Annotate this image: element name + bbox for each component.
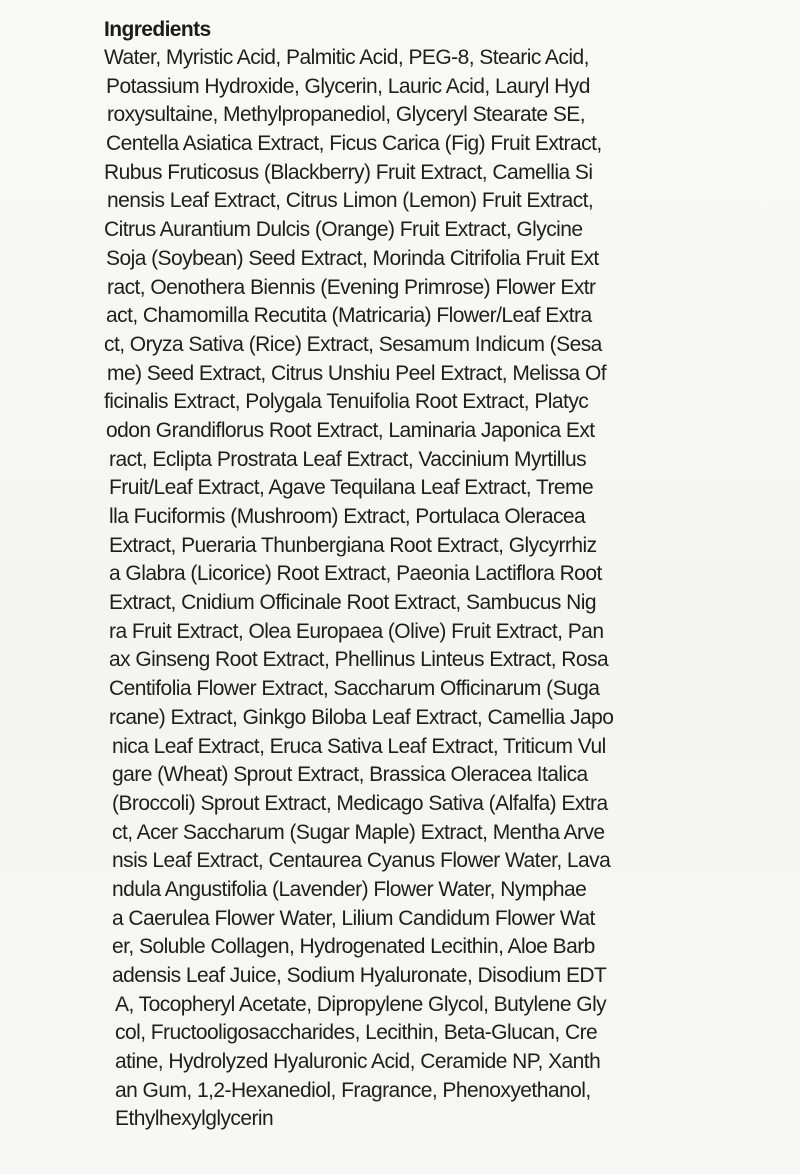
ingredient-line: atine, Hydrolyzed Hyaluronic Acid, Ceramide NP, Xanth (115, 1050, 601, 1074)
ingredient-line: (Broccoli) Sprout Extract, Medicago Sativa (Alfalfa) Extra (112, 791, 608, 815)
ingredient-line: an Gum, 1,2-Hexanediol, Fragrance, Phenoxyethanol, (115, 1078, 591, 1102)
ingredient-line: Citrus Aurantium Dulcis (Orange) Fruit Extract, Glycine (104, 218, 583, 242)
ingredient-line: Extract, Cnidium Officinale Root Extract, Sambucus Nig (109, 591, 596, 615)
ingredient-line: a Glabra (Licorice) Root Extract, Paeonia Lactiflora Root (109, 562, 602, 586)
ingredient-line: lla Fuciformis (Mushroom) Extract, Portulaca Oleracea (109, 505, 586, 528)
ingredient-line: Centella Asiatica Extract, Ficus Carica (Fig) Fruit Extract, (106, 132, 602, 156)
ingredient-line: A, Tocopheryl Acetate, Dipropylene Glycol, Butylene Gly (115, 992, 607, 1016)
ingredient-line: odon Grandiflorus Root Extract, Laminaria Japonica Ext (106, 418, 595, 442)
ingredient-line: me) Seed Extract, Citrus Unshiu Peel Extract, Melissa Of (107, 361, 607, 385)
ingredient-line: ract, Oenothera Biennis (Evening Primrose) Flower Extr (107, 275, 596, 299)
ingredient-line: gare (Wheat) Sprout Extract, Brassica Oleracea Italica (112, 763, 588, 787)
ingredient-line: ra Fruit Extract, Olea Europaea (Olive) Fruit Extract, Pan (109, 619, 604, 643)
ingredient-line: col, Fructooligosaccharides, Lecithin, Beta-Glucan, Cre (115, 1021, 598, 1045)
ingredients-heading: Ingredients (104, 18, 211, 41)
ingredient-line: act, Chamomilla Recutita (Matricaria) Flower/Leaf Extra (106, 304, 592, 328)
ingredient-line: ract, Eclipta Prostrata Leaf Extract, Vaccinium Myrtillus (109, 447, 587, 471)
ingredient-line: er, Soluble Collagen, Hydrogenated Lecithin, Aloe Barb (112, 935, 595, 959)
ingredient-line: nsis Leaf Extract, Centaurea Cyanus Flower Water, Lava (112, 849, 611, 873)
ingredient-line: nica Leaf Extract, Eruca Sativa Leaf Extract, Triticum Vul (112, 734, 606, 758)
ingredient-line: Centifolia Flower Extract, Saccharum Officinarum (Suga (109, 677, 600, 701)
ingredient-line: Ethylhexylglycerin (115, 1107, 274, 1131)
ingredient-line: Soja (Soybean) Seed Extract, Morinda Citrifolia Fruit Ext (106, 246, 599, 270)
ingredient-line: ct, Acer Saccharum (Sugar Maple) Extract, Mentha Arve (112, 820, 605, 844)
ingredient-line: ax Ginseng Root Extract, Phellinus Linteus Extract, Rosa (109, 648, 609, 672)
ingredient-line: Extract, Pueraria Thunbergiana Root Extract, Glycyrrhiz (109, 533, 597, 557)
ingredient-line: Fruit/Leaf Extract, Agave Tequilana Leaf Extract, Treme (109, 476, 594, 500)
ingredient-line: roxysultaine, Methylpropanediol, Glyceryl Stearate SE, (107, 103, 586, 127)
ingredient-line: ndula Angustifolia (Lavender) Flower Water, Nymphae (112, 877, 587, 901)
ingredient-line: rcane) Extract, Ginkgo Biloba Leaf Extract, Camellia Japo (109, 705, 614, 729)
ingredient-line: ficinalis Extract, Polygala Tenuifolia Root Extract, Platyc (104, 390, 589, 414)
ingredient-line: adensis Leaf Juice, Sodium Hyaluronate, Disodium EDT (112, 964, 607, 987)
ingredient-line: Rubus Fruticosus (Blackberry) Fruit Extract, Camellia Si (104, 160, 593, 184)
ingredient-line: nensis Leaf Extract, Citrus Limon (Lemon) Fruit Extract, (107, 189, 594, 213)
ingredient-line: a Caerulea Flower Water, Lilium Candidum Flower Wat (112, 906, 595, 930)
ingredient-line: ct, Oryza Sativa (Rice) Extract, Sesamum Indicum (Sesa (104, 332, 602, 356)
ingredients-list (104, 44, 704, 1134)
ingredient-line: Water, Myristic Acid, Palmitic Acid, PEG-8, Stearic Acid, (104, 46, 589, 69)
ingredient-line: Potassium Hydroxide, Glycerin, Lauric Acid, Lauryl Hyd (106, 74, 590, 98)
